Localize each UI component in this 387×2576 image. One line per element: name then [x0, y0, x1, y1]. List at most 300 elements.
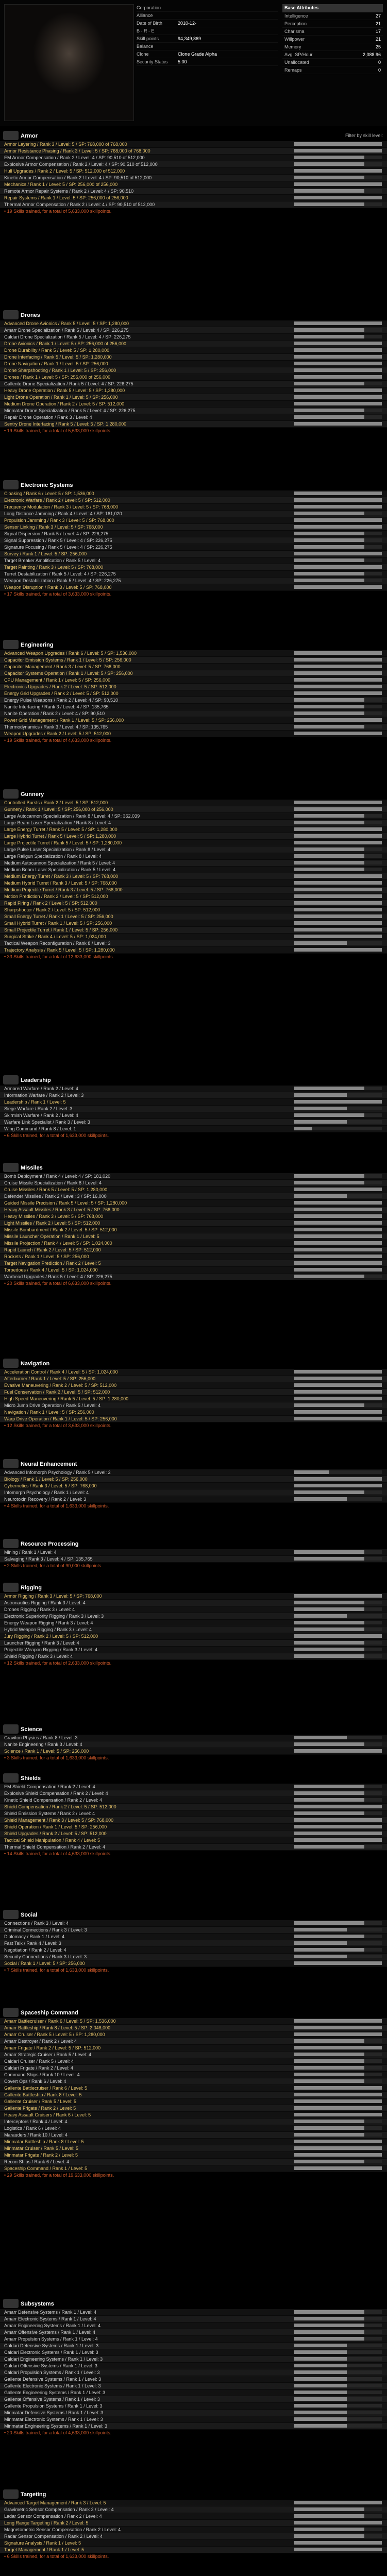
skill-progress-fill	[294, 1383, 382, 1387]
skill-row[interactable]	[0, 1556, 387, 1563]
skill-name: Skirmish Warfare / Rank 2 / Level: 4	[4, 1113, 78, 1118]
skill-row[interactable]	[0, 1274, 387, 1280]
skill-row[interactable]	[0, 2383, 387, 2389]
skill-row[interactable]	[0, 650, 387, 657]
skill-row[interactable]	[0, 900, 387, 907]
skill-row[interactable]	[0, 1593, 387, 1600]
skill-row[interactable]	[0, 887, 387, 893]
skill-row[interactable]	[0, 2038, 387, 2045]
skill-row[interactable]	[0, 2520, 387, 2527]
skill-row[interactable]	[0, 690, 387, 697]
section-header[interactable]	[0, 1772, 387, 1784]
skill-row[interactable]	[0, 1633, 387, 1640]
skill-row[interactable]	[0, 2105, 387, 2112]
skill-row[interactable]	[0, 161, 387, 168]
section-header[interactable]	[0, 2488, 387, 2500]
skill-row[interactable]	[0, 1831, 387, 1837]
skill-row[interactable]	[0, 853, 387, 860]
skill-row[interactable]	[0, 1920, 387, 1927]
skill-row[interactable]	[0, 497, 387, 504]
skill-row[interactable]	[0, 2343, 387, 2349]
section-title: Targeting	[21, 2492, 46, 2498]
skill-row[interactable]	[0, 920, 387, 927]
skill-row[interactable]	[0, 907, 387, 913]
skill-row[interactable]	[0, 873, 387, 880]
section-title: Engineering	[21, 642, 54, 648]
skill-row[interactable]	[0, 2078, 387, 2085]
skill-progress-bar	[294, 321, 382, 325]
skill-name: Amarr Propulsion Systems / Rank 1 / Level: 4	[4, 2336, 98, 2342]
skill-row[interactable]	[0, 2065, 387, 2072]
skill-row[interactable]	[0, 2085, 387, 2092]
skill-name: Caldari Drone Specialization / Rank 5 / Level: 4 / SP: 226,275	[4, 334, 131, 340]
section-icon	[3, 1359, 19, 1368]
skill-row[interactable]	[0, 813, 387, 820]
skill-row[interactable]	[0, 1954, 387, 1960]
skill-row[interactable]	[0, 1180, 387, 1187]
section-header[interactable]	[0, 1909, 387, 1920]
section-header[interactable]	[0, 1458, 387, 1469]
skill-row[interactable]	[0, 1469, 387, 1476]
skill-row[interactable]	[0, 2045, 387, 2052]
skill-section-navigation	[0, 1358, 387, 1429]
skill-row[interactable]	[0, 880, 387, 887]
skill-row[interactable]	[0, 2376, 387, 2383]
skill-row[interactable]	[0, 367, 387, 374]
skill-row[interactable]	[0, 1247, 387, 1253]
skill-row[interactable]	[0, 1106, 387, 1112]
skill-row[interactable]	[0, 1376, 387, 1382]
skill-name: Heavy Assault Missiles / Rank 3 / Level: 5 / SP: 768,000	[4, 1207, 120, 1212]
skill-list	[0, 1920, 387, 1967]
skill-progress-fill	[294, 2146, 382, 2150]
attribute-value: 25	[375, 44, 381, 49]
skill-row[interactable]	[0, 181, 387, 188]
skill-row[interactable]	[0, 201, 387, 208]
skill-name: Target Painting / Rank 3 / Level: 5 / SP: 768,000	[4, 565, 104, 570]
skill-row[interactable]	[0, 2165, 387, 2172]
skill-progress-fill	[294, 1811, 364, 1815]
skill-row[interactable]	[0, 327, 387, 334]
skill-row[interactable]	[0, 940, 387, 947]
skill-row[interactable]	[0, 421, 387, 428]
skill-row[interactable]	[0, 490, 387, 497]
section-header[interactable]	[0, 2007, 387, 2018]
skill-row[interactable]	[0, 511, 387, 517]
skill-row[interactable]	[0, 2403, 387, 2410]
skill-row[interactable]	[0, 1606, 387, 1613]
skill-row[interactable]	[0, 1119, 387, 1126]
skill-progress-bar	[294, 196, 382, 199]
skill-row[interactable]	[0, 1409, 387, 1416]
skill-row[interactable]	[0, 2058, 387, 2065]
skill-row[interactable]	[0, 664, 387, 670]
skill-row[interactable]	[0, 1824, 387, 1831]
skill-row[interactable]	[0, 826, 387, 833]
skill-row[interactable]	[0, 141, 387, 148]
skill-row[interactable]	[0, 893, 387, 900]
skill-row[interactable]	[0, 2410, 387, 2416]
skill-row[interactable]	[0, 2025, 387, 2031]
attribute-row	[282, 20, 383, 28]
section-header[interactable]	[0, 1538, 387, 1549]
skill-name: Security Connections / Rank 3 / Level: 3	[4, 1954, 87, 1959]
skill-row[interactable]	[0, 347, 387, 354]
skill-progress-fill	[294, 948, 382, 952]
skill-row[interactable]	[0, 1476, 387, 1483]
skill-row[interactable]	[0, 544, 387, 551]
skill-row[interactable]	[0, 731, 387, 737]
section-header[interactable]	[0, 1723, 387, 1735]
skill-progress-bar	[294, 375, 382, 379]
skill-row[interactable]	[0, 1741, 387, 1748]
section-header[interactable]	[0, 1074, 387, 1086]
skill-row[interactable]	[0, 657, 387, 664]
skill-row[interactable]	[0, 1620, 387, 1626]
skill-row[interactable]	[0, 1267, 387, 1274]
skill-row[interactable]	[0, 401, 387, 408]
skill-progress-fill	[294, 2066, 364, 2070]
skill-progress-bar	[294, 1234, 382, 1238]
skill-row[interactable]	[0, 934, 387, 940]
skill-progress-bar	[294, 1628, 382, 1631]
skill-row[interactable]	[0, 2031, 387, 2038]
skill-progress-fill	[294, 1941, 347, 1945]
skill-row[interactable]	[0, 860, 387, 867]
skill-row[interactable]	[0, 2323, 387, 2329]
skill-name: Heavy Missiles / Rank 3 / Level: 5 / SP: 768,000	[4, 1214, 104, 1219]
section-icon	[3, 1539, 19, 1548]
skill-name: Thermodynamics / Rank 3 / Level: 4 / SP: 135,765	[4, 724, 108, 730]
skill-row[interactable]	[0, 1416, 387, 1422]
skill-progress-fill	[294, 874, 382, 878]
skill-row[interactable]	[0, 408, 387, 414]
skill-progress-fill	[294, 422, 382, 426]
skill-row[interactable]	[0, 684, 387, 690]
skill-row[interactable]	[0, 2363, 387, 2369]
skill-row[interactable]	[0, 697, 387, 704]
skill-row[interactable]	[0, 1233, 387, 1240]
skill-row[interactable]	[0, 2018, 387, 2025]
skill-row[interactable]	[0, 155, 387, 161]
skill-progress-bar	[294, 2099, 382, 2103]
skill-row[interactable]	[0, 840, 387, 846]
skill-progress-fill	[294, 1410, 382, 1414]
section-title: Gunnery	[21, 791, 44, 798]
skill-row[interactable]	[0, 1927, 387, 1934]
skill-row[interactable]	[0, 2112, 387, 2119]
attribute-row	[282, 43, 383, 51]
skill-row[interactable]	[0, 2500, 387, 2506]
skill-row[interactable]	[0, 2119, 387, 2125]
skill-row[interactable]	[0, 833, 387, 840]
skill-row[interactable]	[0, 2098, 387, 2105]
skill-progress-fill	[294, 1255, 382, 1258]
skill-row[interactable]	[0, 1735, 387, 1741]
attribute-label: Intelligence	[284, 13, 308, 19]
skill-row[interactable]	[0, 704, 387, 710]
skill-row[interactable]	[0, 504, 387, 511]
skill-row[interactable]	[0, 2527, 387, 2533]
skill-row[interactable]	[0, 1960, 387, 1967]
skill-row[interactable]	[0, 2145, 387, 2152]
skill-row[interactable]	[0, 1187, 387, 1193]
skill-row[interactable]	[0, 2316, 387, 2323]
skill-row[interactable]	[0, 806, 387, 813]
skill-row[interactable]	[0, 2506, 387, 2513]
skill-progress-fill	[294, 1601, 364, 1604]
skill-row[interactable]	[0, 1099, 387, 1106]
skill-row[interactable]	[0, 188, 387, 195]
skill-progress-fill	[294, 888, 382, 891]
skill-row[interactable]	[0, 1934, 387, 1940]
skill-name: Sentry Drone Interfacing / Rank 5 / Level: 5 / SP: 1,280,000	[4, 421, 127, 427]
skill-section-armor	[0, 130, 387, 214]
skill-row[interactable]	[0, 537, 387, 544]
skill-name: Armor Layering / Rank 3 / Level: 5 / SP: 768,000 of 768,000	[4, 142, 127, 147]
section-summary: • 29 Skills trained, for a total of 19,633,000 skillpoints.	[4, 2173, 114, 2178]
skill-row[interactable]	[0, 1790, 387, 1797]
skill-row[interactable]	[0, 1640, 387, 1647]
skill-progress-bar	[294, 908, 382, 911]
skill-progress-bar	[294, 1955, 382, 1958]
skill-name: Launcher Rigging / Rank 3 / Level: 4	[4, 1640, 79, 1646]
skill-row[interactable]	[0, 2132, 387, 2139]
skill-row[interactable]	[0, 578, 387, 584]
skill-row[interactable]	[0, 2125, 387, 2132]
skill-progress-fill	[294, 1484, 382, 1487]
section-header[interactable]	[0, 1582, 387, 1593]
skill-row[interactable]	[0, 1600, 387, 1606]
skill-row[interactable]	[0, 1369, 387, 1376]
skill-name: Armored Warfare / Rank 2 / Level: 4	[4, 1086, 78, 1091]
skill-row[interactable]	[0, 584, 387, 591]
skill-row[interactable]	[0, 2092, 387, 2098]
skill-progress-bar	[294, 1648, 382, 1651]
skill-row[interactable]	[0, 1126, 387, 1132]
skill-progress-fill	[294, 395, 382, 399]
skill-progress-fill	[294, 1654, 364, 1658]
skill-row[interactable]	[0, 1748, 387, 1755]
skill-row[interactable]	[0, 1549, 387, 1556]
skill-row[interactable]	[0, 168, 387, 175]
skill-row[interactable]	[0, 394, 387, 401]
skill-row[interactable]	[0, 2423, 387, 2430]
skill-row[interactable]	[0, 2349, 387, 2356]
section-header[interactable]	[0, 2298, 387, 2309]
skill-row[interactable]	[0, 1220, 387, 1227]
skill-row[interactable]	[0, 1227, 387, 1233]
skill-row[interactable]	[0, 564, 387, 571]
skill-progress-bar	[294, 1811, 382, 1815]
skill-row[interactable]	[0, 1253, 387, 1260]
section-icon	[3, 2008, 19, 2017]
skill-row[interactable]	[0, 2369, 387, 2376]
skill-row[interactable]	[0, 195, 387, 201]
skill-progress-fill	[294, 1736, 347, 1739]
skill-name: Long Distance Jamming / Rank 4 / Level: 4 / SP: 181,020	[4, 511, 122, 516]
skill-row[interactable]	[0, 1647, 387, 1653]
skill-row[interactable]	[0, 800, 387, 806]
skill-row[interactable]	[0, 524, 387, 531]
skill-row[interactable]	[0, 867, 387, 873]
skill-row[interactable]	[0, 947, 387, 954]
skill-name: Rockets / Rank 1 / Level: 5 / SP: 256,000	[4, 1254, 89, 1259]
skill-row[interactable]	[0, 341, 387, 347]
skill-row[interactable]	[0, 1240, 387, 1247]
skill-row[interactable]	[0, 1817, 387, 1824]
skill-row[interactable]	[0, 334, 387, 341]
skill-progress-bar	[294, 2424, 382, 2428]
skill-progress-fill	[294, 1825, 382, 1828]
skill-progress-bar	[294, 2039, 382, 2043]
section-title: Drones	[21, 312, 40, 318]
skill-row[interactable]	[0, 320, 387, 327]
skill-progress-fill	[294, 1228, 382, 1231]
skill-progress-fill	[294, 1127, 312, 1130]
skill-row[interactable]	[0, 1613, 387, 1620]
skill-row[interactable]	[0, 1200, 387, 1207]
skill-progress-bar	[294, 1497, 382, 1501]
skill-row[interactable]	[0, 1112, 387, 1119]
skill-row[interactable]	[0, 354, 387, 361]
skill-row[interactable]	[0, 381, 387, 387]
skill-progress-bar	[294, 1194, 382, 1198]
skill-row[interactable]	[0, 2356, 387, 2363]
attribute-row	[282, 28, 383, 36]
skill-row[interactable]	[0, 1496, 387, 1503]
skill-row[interactable]	[0, 2309, 387, 2316]
skill-progress-fill	[294, 1798, 364, 1802]
skill-progress-fill	[294, 914, 382, 918]
skill-row[interactable]	[0, 1837, 387, 1844]
skill-progress-fill	[294, 2528, 364, 2531]
skill-row[interactable]	[0, 2139, 387, 2145]
skill-row[interactable]	[0, 1489, 387, 1496]
skill-row[interactable]	[0, 1804, 387, 1810]
skill-row[interactable]	[0, 2159, 387, 2165]
skill-row[interactable]	[0, 148, 387, 155]
skill-row[interactable]	[0, 387, 387, 394]
skill-row[interactable]	[0, 2533, 387, 2540]
skill-name: Nanite Operation / Rank 2 / Level: 4 / SP: 90,510	[4, 711, 105, 716]
skill-progress-fill	[294, 2344, 347, 2347]
skill-row[interactable]	[0, 1389, 387, 1396]
skill-row[interactable]	[0, 175, 387, 181]
info-label: Balance	[137, 44, 154, 49]
skill-row[interactable]	[0, 846, 387, 853]
skill-row[interactable]	[0, 414, 387, 421]
skill-row[interactable]	[0, 1086, 387, 1092]
skill-row[interactable]	[0, 531, 387, 537]
skill-row[interactable]	[0, 1784, 387, 1790]
skill-row[interactable]	[0, 1483, 387, 1489]
skill-progress-fill	[294, 705, 364, 708]
skill-row[interactable]	[0, 1382, 387, 1389]
skill-row[interactable]	[0, 1396, 387, 1402]
skill-row[interactable]	[0, 1947, 387, 1954]
skill-name: Leadership / Rank 1 / Level: 5	[4, 1099, 66, 1105]
skill-row[interactable]	[0, 717, 387, 724]
skill-row[interactable]	[0, 2329, 387, 2336]
skill-row[interactable]	[0, 1797, 387, 1804]
skill-row[interactable]	[0, 1810, 387, 1817]
skill-name: Nanite Engineering / Rank 3 / Level: 4	[4, 1742, 82, 1747]
skill-row[interactable]	[0, 677, 387, 684]
skill-row[interactable]	[0, 2540, 387, 2547]
skill-level-filter[interactable]: Filter by skill level:	[345, 133, 383, 138]
skill-row[interactable]	[0, 1193, 387, 1200]
skill-progress-fill	[294, 2391, 347, 2394]
skill-row[interactable]	[0, 724, 387, 731]
skill-row[interactable]	[0, 2072, 387, 2078]
skill-row[interactable]	[0, 361, 387, 367]
skill-row[interactable]	[0, 557, 387, 564]
skill-row[interactable]	[0, 2513, 387, 2520]
skill-progress-bar	[294, 1377, 382, 1380]
skill-row[interactable]	[0, 1844, 387, 1851]
section-header[interactable]	[0, 1358, 387, 1369]
skill-progress-bar	[294, 182, 382, 186]
skill-row[interactable]	[0, 1260, 387, 1267]
skill-name: Amarr Battleship / Rank 8 / Level: 5 / SP: 2,048,000	[4, 2025, 111, 2030]
skill-row[interactable]	[0, 710, 387, 717]
skill-row[interactable]	[0, 517, 387, 524]
skill-list	[0, 2500, 387, 2553]
skill-row[interactable]	[0, 820, 387, 826]
skill-row[interactable]	[0, 2416, 387, 2423]
skill-row[interactable]	[0, 374, 387, 381]
skill-row[interactable]	[0, 2396, 387, 2403]
skill-row[interactable]	[0, 1207, 387, 1213]
skill-row[interactable]	[0, 670, 387, 677]
skill-row[interactable]	[0, 2547, 387, 2553]
skill-row[interactable]	[0, 927, 387, 934]
skill-row[interactable]	[0, 1940, 387, 1947]
skill-row[interactable]	[0, 1213, 387, 1220]
section-header[interactable]	[0, 788, 387, 800]
section-header[interactable]	[0, 309, 387, 320]
skill-row[interactable]	[0, 571, 387, 578]
skill-progress-bar	[294, 558, 382, 562]
skill-row[interactable]	[0, 2336, 387, 2343]
skill-progress-bar	[294, 2106, 382, 2110]
skill-progress-bar	[294, 368, 382, 372]
section-header[interactable]	[0, 639, 387, 650]
skill-row[interactable]	[0, 1653, 387, 1660]
skill-name: Cloaking / Rank 6 / Level: 5 / SP: 1,536,000	[4, 491, 94, 496]
skill-row[interactable]	[0, 2052, 387, 2058]
skill-progress-bar	[294, 1736, 382, 1739]
info-row	[137, 43, 278, 50]
section-header[interactable]	[0, 479, 387, 490]
skill-progress-fill	[294, 1550, 364, 1554]
skill-name: Jury Rigging / Rank 2 / Level: 5 / SP: 512,000	[4, 1634, 98, 1639]
skill-row[interactable]	[0, 1626, 387, 1633]
section-header[interactable]	[0, 130, 387, 141]
section-header[interactable]	[0, 1162, 387, 1173]
skill-row[interactable]	[0, 1402, 387, 1409]
skill-name: Drone Avionics / Rank 1 / Level: 5 / SP: 256,000 of 256,000	[4, 341, 126, 346]
skill-row[interactable]	[0, 1092, 387, 1099]
section-title: Shields	[21, 1775, 41, 1782]
skill-row[interactable]	[0, 1173, 387, 1180]
skill-row[interactable]	[0, 2389, 387, 2396]
skill-row[interactable]	[0, 2152, 387, 2159]
skill-row[interactable]	[0, 551, 387, 557]
skill-row[interactable]	[0, 913, 387, 920]
skill-progress-bar	[294, 1370, 382, 1374]
